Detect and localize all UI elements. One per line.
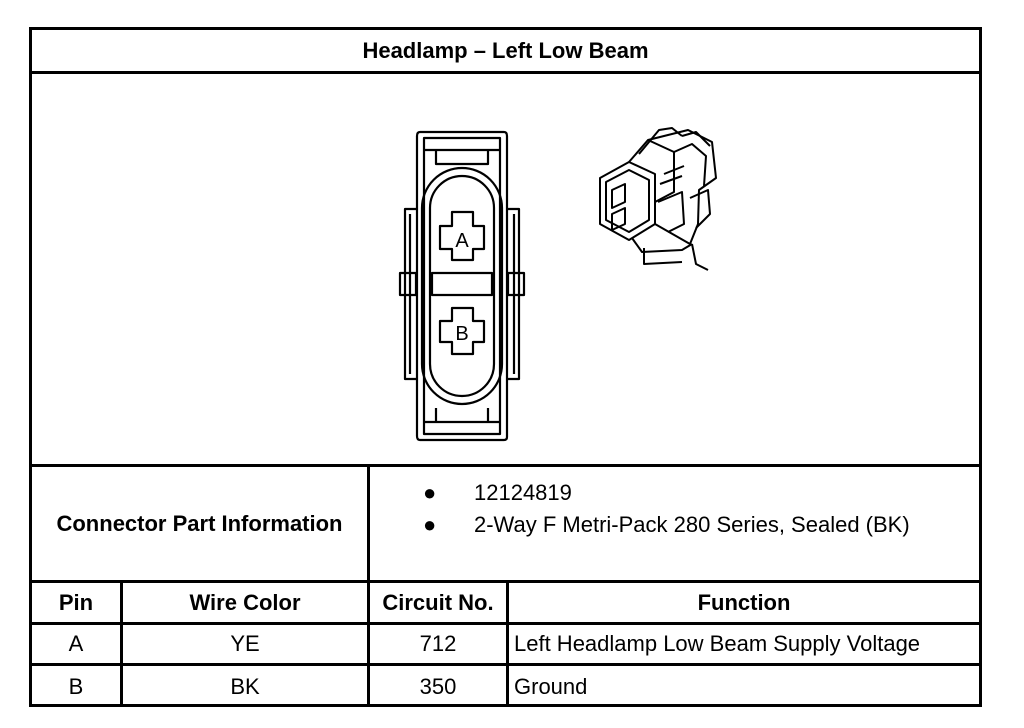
header-pin: Pin (32, 583, 123, 622)
page-title (32, 30, 979, 74)
header-wire-color: Wire Color (123, 583, 370, 622)
cell-circuit-no: 350 (370, 666, 509, 707)
connector-part-info (32, 467, 979, 583)
table-header-row (32, 583, 979, 625)
cell-pin: B (32, 666, 123, 707)
pin-b-label: B (455, 323, 469, 345)
table-row (32, 625, 979, 666)
connector-description: 2-Way F Metri-Pack 280 Series, Sealed (BK) (474, 512, 910, 537)
bullet-icon: ● (423, 480, 437, 505)
part-number: 12124819 (474, 480, 572, 505)
cell-wire-color: YE (123, 625, 370, 663)
pinout-table (32, 583, 979, 704)
cell-pin: A (32, 625, 123, 663)
connector-face-view (400, 132, 524, 440)
connector-drawings (32, 74, 979, 467)
bullet-icon: ● (423, 512, 437, 537)
connector-drawing-area (32, 74, 979, 467)
pin-a-label: A (455, 230, 469, 252)
connector-isometric-view (600, 128, 716, 270)
part-info-label-text: Connector Part Information (56, 510, 343, 536)
cell-function: Ground (514, 673, 588, 699)
table-row (32, 666, 979, 707)
part-info-list (370, 467, 979, 580)
cell-circuit-no: 712 (370, 625, 509, 663)
cell-function: Left Headlamp Low Beam Supply Voltage (514, 631, 921, 656)
connector-sheet (29, 27, 982, 707)
header-function: Function (697, 589, 791, 615)
cell-wire-color: BK (123, 666, 370, 707)
page-title-text: Headlamp – Left Low Beam (362, 37, 649, 63)
header-circuit-no: Circuit No. (370, 583, 509, 622)
part-info-item (370, 478, 979, 508)
part-info-item (370, 510, 979, 540)
part-info-label (32, 467, 370, 580)
